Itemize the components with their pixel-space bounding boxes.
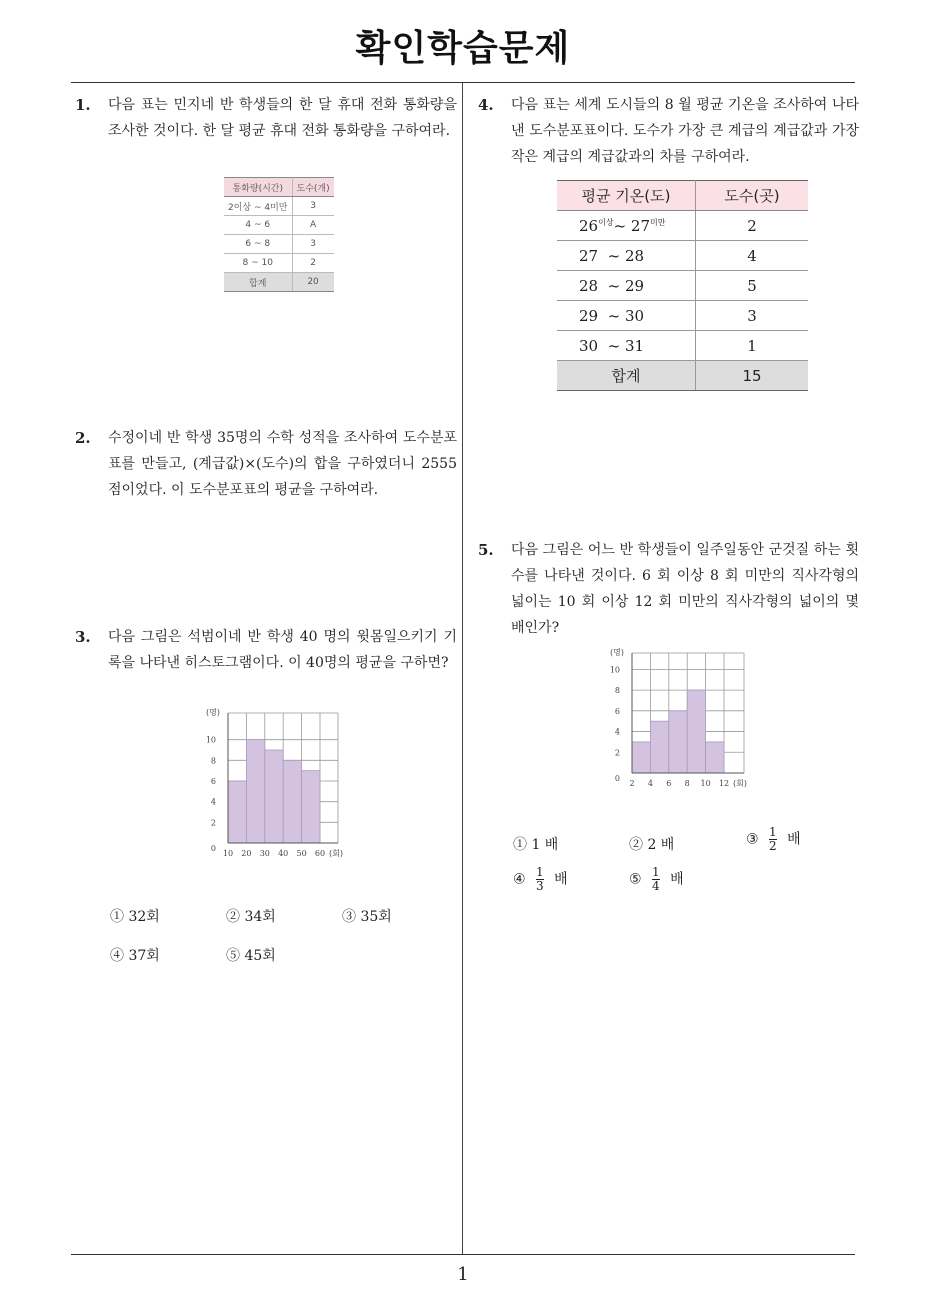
histogram-situps	[190, 706, 380, 866]
table-cell: 30 ~ 31	[557, 331, 696, 361]
table-cell: 4	[696, 241, 809, 271]
table-total-row	[224, 273, 334, 292]
choice-unit: 배	[554, 871, 568, 888]
histogram-bar	[632, 742, 650, 773]
table-row	[557, 331, 808, 361]
table-cell: 4 ~ 6	[224, 216, 292, 235]
table-cell: 2	[292, 254, 334, 273]
problem-text: 다음 표는 세계 도시들의 8 월 평균 기온을 조사하여 나타낸 도수분포표이다. 도수가 가장 큰 계급의 계급값과 가장 작은 계급의 계급값과의 차를 구하여라.	[511, 97, 859, 165]
numerator: 1	[652, 865, 660, 879]
table-total-row	[557, 361, 808, 391]
table-cell: 3	[292, 235, 334, 254]
choice-5[interactable]: ⑤ 45회	[226, 948, 276, 964]
table-row	[557, 301, 808, 331]
y-tick-label: 6	[614, 706, 620, 716]
choice-1[interactable]: ① 1 배	[513, 837, 559, 853]
problem-text: 다음 그림은 어느 반 학생들이 일주일동안 군것질 하는 횟수를 나타낸 것이다. 6 회 이상 8 회 미만의 직사각형의 넓이는 10 회 이상 12 회 미만의 직사각형의 넓이의 몇 배인가?	[511, 542, 859, 636]
histogram-bar	[302, 771, 320, 843]
choice-1[interactable]: ① 32회	[110, 909, 160, 925]
y-axis-unit: (명)	[206, 708, 220, 717]
fraction	[536, 866, 544, 893]
range-high-qualifier: 미만	[650, 217, 666, 227]
x-tick-label: 50	[296, 849, 307, 858]
denominator: 2	[769, 839, 777, 853]
histogram-bar	[246, 740, 264, 843]
y-tick-label: 10	[609, 665, 620, 675]
table-cell: A	[292, 216, 334, 235]
x-axis-unit: (회)	[733, 779, 747, 788]
table-row	[224, 254, 334, 273]
frequency-table-small	[224, 177, 334, 292]
x-tick-label: 6	[666, 779, 672, 788]
x-tick-label: 60	[314, 849, 326, 858]
x-tick-label: 30	[259, 849, 270, 858]
table-row	[224, 197, 334, 216]
column-divider	[462, 83, 463, 1255]
frequency-table-temperature	[557, 180, 808, 391]
table-cell: 1	[696, 331, 809, 361]
choice-3[interactable]: ③ 35회	[342, 909, 392, 925]
range-high: 27	[630, 216, 651, 235]
table-row	[557, 271, 808, 301]
histogram-bar	[650, 721, 668, 773]
y-tick-label: 0	[614, 774, 620, 783]
problem-3	[75, 624, 460, 704]
histogram-bar	[706, 742, 724, 773]
table-cell: 2	[696, 211, 809, 241]
table-cell: 5	[696, 271, 809, 301]
table-header: 평균 기온(도)	[557, 181, 696, 211]
problem-2	[75, 425, 460, 505]
choice-mark: ③	[746, 831, 759, 848]
table-header: 도수(곳)	[696, 181, 809, 211]
problem-text: 다음 그림은 석범이네 반 학생 40 명의 윗몸일으키기 기록을 나타낸 히스토그램이다. 이 40명의 평균을 구하면?	[108, 629, 457, 671]
table-cell: 6 ~ 8	[224, 235, 292, 254]
table-cell: 3	[292, 197, 334, 216]
x-tick-label: 40	[278, 849, 289, 858]
x-tick-label: 8	[684, 779, 690, 788]
choice-5[interactable]	[629, 866, 684, 893]
table-cell: 29 ~ 30	[557, 301, 696, 331]
range-low: 26	[579, 216, 599, 235]
table-cell: 합계	[557, 361, 696, 391]
table-cell: 합계	[224, 273, 292, 292]
choice-2[interactable]: ② 34회	[226, 909, 276, 925]
range-low-qualifier: 이상	[598, 217, 614, 227]
fraction	[769, 826, 777, 853]
table-cell: 20	[292, 273, 334, 292]
table-row	[557, 241, 808, 271]
numerator: 1	[769, 825, 777, 839]
problem-text: 다음 표는 민지네 반 학생들의 한 달 휴대 전화 통화량을 조사한 것이다. 한 달 평균 휴대 전화 통화량을 구하여라.	[108, 97, 457, 139]
y-tick-label: 8	[210, 756, 216, 766]
histogram-bar	[228, 781, 246, 843]
table-header: 도수(개)	[292, 178, 334, 197]
histogram-snacking	[596, 645, 776, 795]
y-tick-label: 0	[210, 844, 216, 853]
histogram-bar	[283, 760, 301, 843]
table-cell	[557, 211, 696, 241]
histogram-bar	[687, 690, 705, 773]
table-header: 통화량(시간)	[224, 178, 292, 197]
page-title: 확인학습문제	[355, 28, 571, 69]
choice-mark: ④	[513, 871, 526, 888]
choice-mark: ⑤	[629, 871, 642, 888]
problem-number: 1.	[75, 96, 91, 114]
y-tick-label: 4	[614, 727, 620, 737]
choice-2[interactable]: ② 2 배	[629, 837, 675, 853]
histogram-bar	[265, 750, 283, 843]
x-tick-label: 2	[629, 779, 635, 788]
problem-1	[75, 92, 460, 172]
numerator: 1	[536, 865, 544, 879]
table-cell: 28 ~ 29	[557, 271, 696, 301]
y-tick-label: 10	[205, 735, 216, 745]
denominator: 4	[652, 879, 660, 893]
table-row	[557, 211, 808, 241]
table-cell: 8 ~ 10	[224, 254, 292, 273]
x-tick-label: 20	[241, 849, 252, 858]
problem-text: 수정이네 반 학생 35명의 수학 성적을 조사하여 도수분포표를 만들고, (계급값)×(도수)의 합을 구하였더니 2555점이었다. 이 도수분포표의 평균을 구하여라.	[108, 430, 457, 498]
top-rule	[71, 82, 855, 83]
choice-unit: 배	[787, 831, 801, 848]
x-tick-label: 10	[222, 849, 234, 858]
problem-number: 4.	[478, 96, 494, 114]
choice-4[interactable]	[513, 866, 568, 893]
x-tick-label: 10	[700, 779, 711, 788]
problem-5	[478, 537, 863, 647]
problem-number: 3.	[75, 628, 91, 646]
problem-number: 5.	[478, 541, 494, 559]
y-tick-label: 4	[210, 797, 216, 807]
x-tick-label: 12	[718, 779, 730, 788]
table-row	[224, 235, 334, 254]
histogram-bar	[669, 711, 687, 773]
table-cell: 27 ~ 28	[557, 241, 696, 271]
table-cell: 3	[696, 301, 809, 331]
choice-4[interactable]: ④ 37회	[110, 948, 160, 964]
y-tick-label: 2	[210, 818, 216, 828]
choice-unit: 배	[670, 871, 684, 888]
choice-3[interactable]	[746, 826, 801, 853]
x-tick-label: 4	[647, 779, 653, 788]
denominator: 3	[536, 879, 544, 893]
y-tick-label: 2	[614, 748, 620, 758]
y-axis-unit: (명)	[610, 648, 624, 657]
fraction	[652, 866, 660, 893]
problem-4	[478, 92, 863, 172]
y-tick-label: 8	[614, 686, 620, 696]
table-cell: 2이상 ~ 4미만	[224, 197, 292, 216]
range-separator: ~	[613, 216, 627, 235]
table-cell: 15	[696, 361, 809, 391]
problem-number: 2.	[75, 429, 91, 447]
x-axis-unit: (회)	[329, 849, 343, 858]
page-number: 1	[457, 1264, 469, 1285]
bottom-rule	[71, 1254, 855, 1255]
table-row	[224, 216, 334, 235]
y-tick-label: 6	[210, 777, 216, 786]
